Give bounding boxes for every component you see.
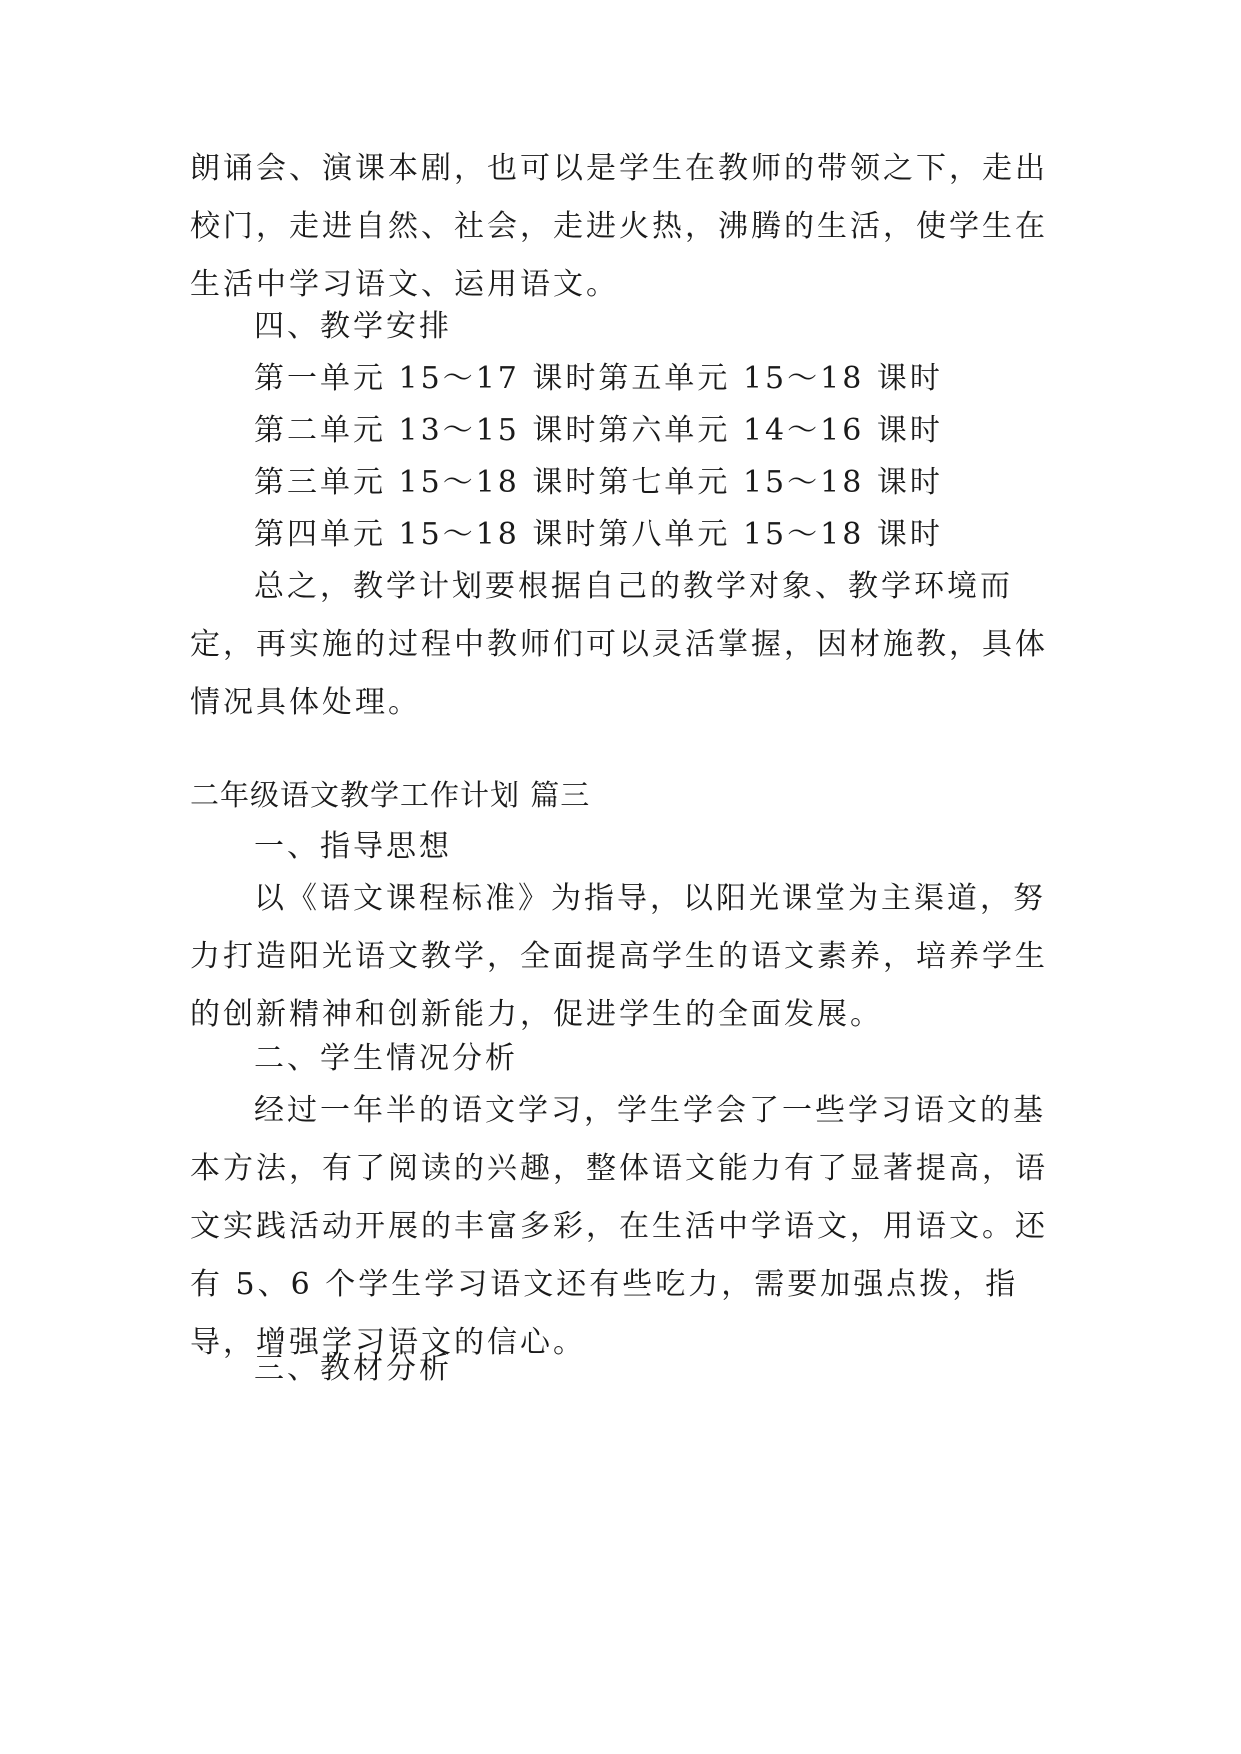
schedule-line-1: 第一单元 15～17 课时第五单元 15～18 课时	[254, 361, 943, 396]
section-heading-student-analysis: 二、学生情况分析	[254, 1041, 518, 1076]
section-heading-guiding-ideology: 一、指导思想	[254, 829, 452, 864]
summary-paragraph: 总之，教学计划要根据自己的教学对象、教学环境而定，再实施的过程中教师们可以灵活掌握，因材施教，具体情况具体处理。	[190, 569, 1048, 720]
schedule-line-4: 第四单元 15～18 课时第八单元 15～18 课时	[254, 517, 943, 552]
schedule-line-3: 第三单元 15～18 课时第七单元 15～18 课时	[254, 465, 943, 500]
plan-three-title: 二年级语文教学工作计划 篇三	[190, 778, 591, 812]
section-heading-textbook-analysis: 三、教材分析	[254, 1351, 452, 1386]
guiding-ideology-paragraph: 以《语文课程标准》为指导，以阳光课堂为主渠道，努力打造阳光语文教学，全面提高学生的语文素养，培养学生的创新精神和创新能力，促进学生的全面发展。	[190, 881, 1048, 1032]
continuation-paragraph: 朗诵会、演课本剧，也可以是学生在教师的带领之下，走出校门，走进自然、社会，走进火热，沸腾的生活，使学生在生活中学习语文、运用语文。	[190, 151, 1048, 302]
student-analysis-paragraph: 经过一年半的语文学习，学生学会了一些学习语文的基本方法，有了阅读的兴趣，整体语文能力有了显著提高，语文实践活动开展的丰富多彩，在生活中学语文，用语文。还有 5、6 个学生学习语文还有些吃力，需要加强点拨，指导，增强学习语文的信心。	[190, 1093, 1048, 1360]
section-heading-teaching-schedule: 四、教学安排	[254, 309, 452, 344]
schedule-line-2: 第二单元 13～15 课时第六单元 14～16 课时	[254, 413, 943, 448]
